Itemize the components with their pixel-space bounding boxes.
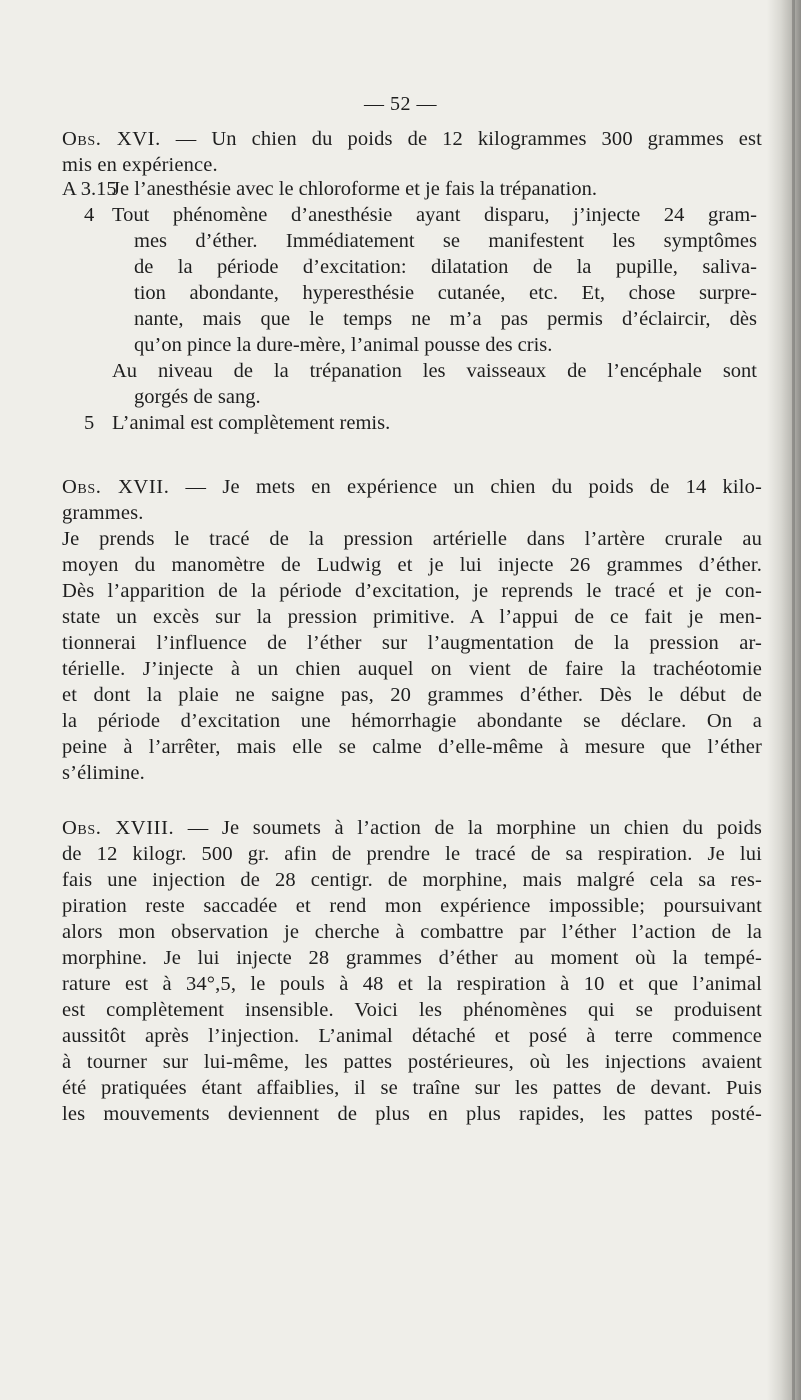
obs17-line: Je prends le tracé de la pression artérielle dans l’artère crurale au <box>62 528 762 550</box>
obs18-line: à tourner sur lui-même, les pattes postérieures, où les injections avaient <box>62 1051 762 1073</box>
obs18-line: piration reste saccadée et rend mon expérience impossible; poursuivant <box>62 895 762 917</box>
obs16-intro <box>62 126 762 178</box>
entry-line: Au niveau de la trépanation les vaisseaux de l’encéphale sont <box>112 360 757 382</box>
obs18-line: Obs. XVIII. — Je soumets à l’action de la morphine un chien du poids <box>62 817 762 839</box>
obs18-line: fais une injection de 28 centigr. de morphine, mais malgré cela sa res- <box>62 869 762 891</box>
entry-line: Tout phénomène d’anesthésie ayant disparu, j’injecte 24 gram- <box>112 204 757 226</box>
entry-time: 5 <box>84 412 95 434</box>
obs17-line: grammes. <box>62 502 144 524</box>
obs17-line: Dès l’apparition de la période d’excitation, je reprends le tracé et je con- <box>62 580 762 602</box>
obs18-line: de 12 kilogr. 500 gr. afin de prendre le tracé de sa respiration. Je lui <box>62 843 762 865</box>
obs17-paragraph <box>62 474 762 786</box>
obs17-line: térielle. J’injecte à un chien auquel on vient de faire la trachéotomie <box>62 658 762 680</box>
obs18-line: les mouvements deviennent de plus en plus rapides, les pattes posté- <box>62 1103 762 1125</box>
entry-line: qu’on pince la dure-mère, l’animal pousse des cris. <box>134 334 553 356</box>
entry-time: A 3.15 <box>62 178 117 200</box>
entry-line: mes d’éther. Immédiatement se manifestent les symptômes <box>134 230 757 252</box>
obs18-line: rature est à 34°,5, le pouls à 48 et la respiration à 10 et que l’animal <box>62 973 762 995</box>
obs17-line: Obs. XVII. — Je mets en expérience un chien du poids de 14 kilo- <box>62 476 762 498</box>
obs17-line: peine à l’arrêter, mais elle se calme d’elle-même à mesure que l’éther <box>62 736 762 758</box>
obs17-line: moyen du manomètre de Ludwig et je lui injecte 26 grammes d’éther. <box>62 554 762 576</box>
obs18-line: est complètement insensible. Voici les phénomènes qui se produisent <box>62 999 762 1021</box>
entry-line: tion abondante, hyperesthésie cutanée, etc. Et, chose surpre- <box>134 282 757 304</box>
obs18-heading: Obs. XVIII. <box>62 817 175 839</box>
page-edge <box>767 0 801 1400</box>
entry-line: gorgés de sang. <box>134 386 261 408</box>
page-number: — 52 — <box>364 93 437 115</box>
obs18-paragraph <box>62 815 762 1127</box>
obs17-line: tionnerai l’influence de l’éther sur l’augmentation de la pression ar- <box>62 632 762 654</box>
entry-line: L’animal est complètement remis. <box>112 412 391 434</box>
obs17-line: s’élimine. <box>62 762 145 784</box>
entry-line: nante, mais que le temps ne m’a pas permis d’éclaircir, dès <box>134 308 757 330</box>
obs17-heading: Obs. XVII. <box>62 476 170 498</box>
obs16-heading: Obs. XVI. <box>62 128 161 150</box>
obs18-line: aussitôt après l’injection. L’animal détaché et posé à terre commence <box>62 1025 762 1047</box>
obs16-line-1: Obs. XVI. — Un chien du poids de 12 kilogrammes 300 grammes est <box>62 128 763 150</box>
obs17-line: la période d’excitation une hémorrhagie abondante se déclare. On a <box>62 710 762 732</box>
entry-line: Je l’anesthésie avec le chloroforme et je fais la trépanation. <box>112 178 597 200</box>
obs18-line: morphine. Je lui injecte 28 grammes d’éther au moment où la tempé- <box>62 947 762 969</box>
obs16-line-2: mis en expérience. <box>62 154 218 176</box>
obs18-line: été pratiquées étant affaiblies, il se traîne sur les pattes de devant. Puis <box>62 1077 762 1099</box>
obs18-line: alors mon observation je cherche à combattre par l’éther l’action de la <box>62 921 762 943</box>
entry-time: 4 <box>84 204 95 226</box>
obs17-line: et dont la plaie ne saigne pas, 20 grammes d’éther. Dès le début de <box>62 684 762 706</box>
obs17-line: state un excès sur la pression primitive. A l’appui de ce fait je men- <box>62 606 762 628</box>
entry-line: de la période d’excitation: dilatation de la pupille, saliva- <box>134 256 757 278</box>
